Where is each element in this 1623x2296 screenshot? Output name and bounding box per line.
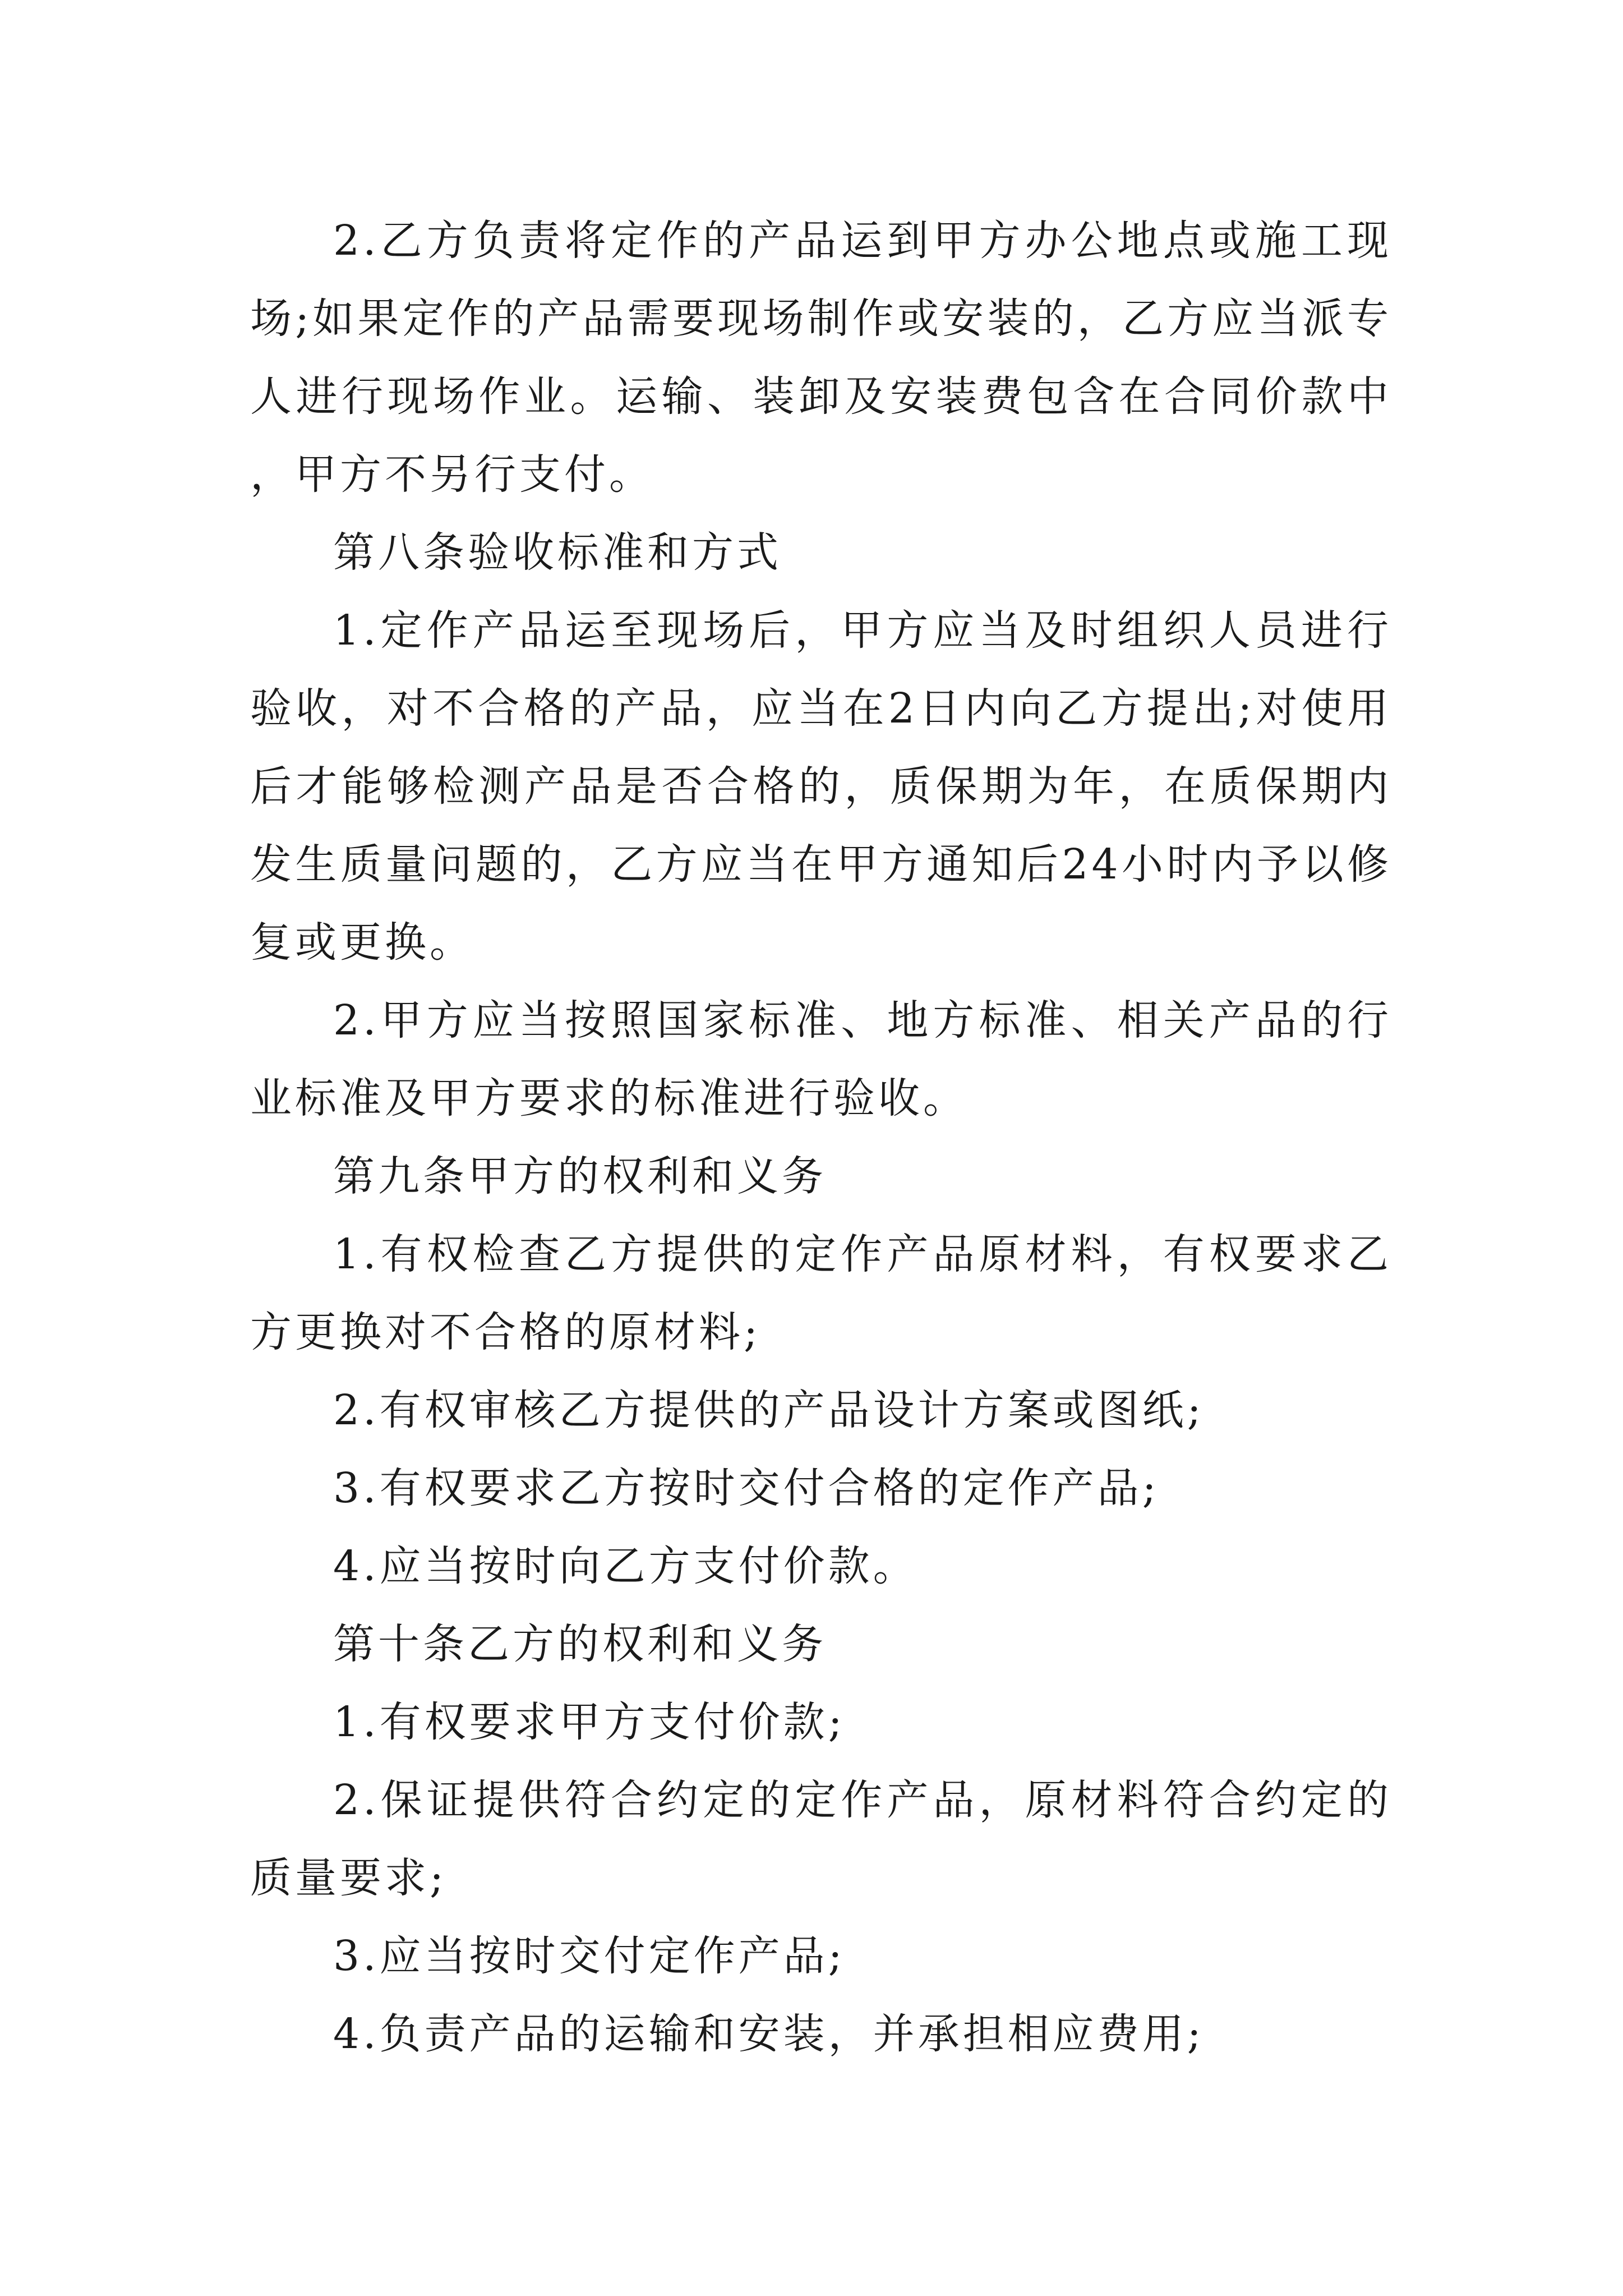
clause-paragraph: 2.有权审核乙方提供的产品设计方案或图纸; <box>333 1386 1205 1434</box>
article-heading: 第九条甲方的权利和义务 <box>333 1152 827 1200</box>
clause-paragraph: 4.应当按时向乙方支付价款。 <box>333 1542 918 1590</box>
clause-paragraph: 2.乙方负责将定作的产品运到甲方办公地点或施工现场;如果定作的产品需要现场制作或安装的，乙方应当派专人进行现场作业。运输、装卸及安装费包含在合同价款中，甲方不另行支付。 <box>250 217 1392 499</box>
article-heading: 第十条乙方的权利和义务 <box>333 1620 827 1668</box>
clause-paragraph: 4.负责产品的运输和安装，并承担相应费用; <box>333 2010 1205 2058</box>
clause-paragraph: 3.应当按时交付定作产品; <box>333 1932 846 1980</box>
document-body <box>250 202 1392 2073</box>
clause-paragraph: 2.保证提供符合约定的定作产品，原材料符合约定的质量要求; <box>250 1776 1392 1902</box>
clause-paragraph: 3.有权要求乙方按时交付合格的定作产品; <box>333 1464 1160 1512</box>
clause-paragraph: 1.定作产品运至现场后，甲方应当及时组织人员进行验收，对不合格的产品，应当在2日内向乙方提出;对使用后才能够检测产品是否合格的，质保期为年，在质保期内发生质量问题的，乙方应当在甲方通知后24小时内予以修复或更换。 <box>250 606 1392 967</box>
article-heading: 第八条验收标准和方式 <box>333 528 782 577</box>
clause-paragraph: 2.甲方应当按照国家标准、地方标准、相关产品的行业标准及甲方要求的标准进行验收。 <box>250 996 1392 1122</box>
clause-paragraph: 1.有权检查乙方提供的定作产品原材料，有权要求乙方更换对不合格的原材料; <box>250 1230 1392 1356</box>
clause-paragraph: 1.有权要求甲方支付价款; <box>333 1698 846 1746</box>
